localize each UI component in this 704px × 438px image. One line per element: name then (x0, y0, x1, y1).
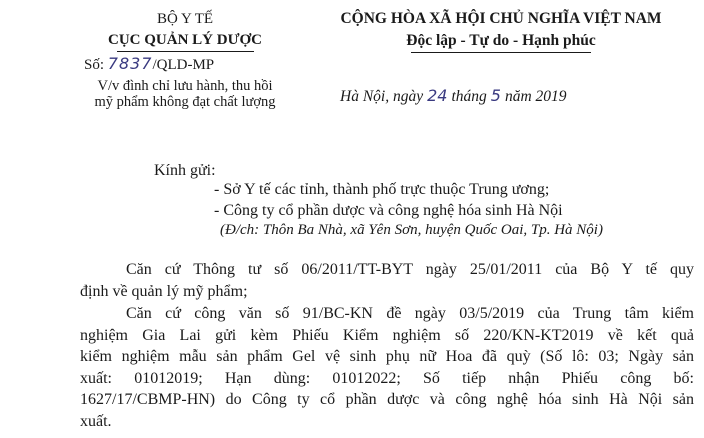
doc-number-suffix: /QLD-MP (152, 57, 215, 73)
date-line (340, 86, 567, 107)
date-month-label: tháng (451, 88, 487, 105)
date-year: năm 2019 (504, 88, 567, 105)
date-day-handwritten: 24 (427, 86, 448, 105)
greeting: Kính gửi: (154, 162, 216, 179)
paragraph-1-line-1: Căn cứ Thông tư số 06/2011/TT-BYT ngày 25/01/2011 của Bộ Y tế quy (126, 261, 694, 278)
date-place: Hà Nội, ngày (340, 88, 424, 105)
doc-number-handwritten: 7837 (107, 54, 153, 73)
ministry-name: BỘ Y TẾ (156, 11, 214, 27)
body-paragraph-2 (80, 303, 694, 432)
national-title: CỘNG HÒA XÃ HỘI CHỦ NGHĨA VIỆT NAM (340, 10, 662, 27)
paragraph-2-line-3: kiểm nghiệm mẫu sản phẩm Gel vệ sinh phụ nữ Hoa đã quỳ (Số lô: 03; Ngày sản (80, 348, 694, 365)
recipient-address: (Đ/ch: Thôn Ba Nhà, xã Yên Sơn, huyện Quốc Oai, Tp. Hà Nội) (220, 222, 603, 238)
motto-underline (411, 52, 591, 53)
paragraph-2-line-5: 1627/17/CBMP-HN) do Công ty cổ phần dược và công nghệ hóa sinh Hà Nội sản (80, 391, 694, 408)
subject-block (60, 78, 310, 110)
paragraph-2-line-2: nghiệm Gia Lai gửi kèm Phiếu Kiểm nghiệm số 220/KN-KT2019 về kết quả (80, 326, 694, 344)
paragraph-2-line-4: xuất: 01012019; Hạn dùng: 01012022; Số tiếp nhận Phiếu công bố: (80, 369, 694, 387)
national-motto: Độc lập - Tự do - Hạnh phúc (406, 32, 596, 49)
date-month-handwritten: 5 (490, 86, 501, 105)
department-name: CỤC QUẢN LÝ DƯỢC (107, 32, 263, 48)
subject-line-1: V/v đình chỉ lưu hành, thu hồi (97, 78, 273, 94)
paragraph-2-line-6: xuất. (80, 412, 112, 430)
recipient-2: - Công ty cổ phần dược và công nghệ hóa sinh Hà Nội (214, 202, 563, 219)
paragraph-1-line-2: định về quản lý mỹ phẩm; (80, 282, 248, 300)
paragraph-2-line-1: Căn cứ công văn số 91/BC-KN đề ngày 03/5/2019 của Trung tâm kiểm (126, 305, 694, 322)
department-underline (117, 51, 254, 52)
subject-line-2: mỹ phẩm không đạt chất lượng (94, 94, 276, 110)
body-paragraph-1 (80, 259, 694, 302)
document-number (84, 55, 214, 74)
recipient-1: - Sở Y tế các tỉnh, thành phố trực thuộc Trung ương; (214, 181, 550, 198)
doc-number-prefix: Số: (84, 57, 105, 73)
